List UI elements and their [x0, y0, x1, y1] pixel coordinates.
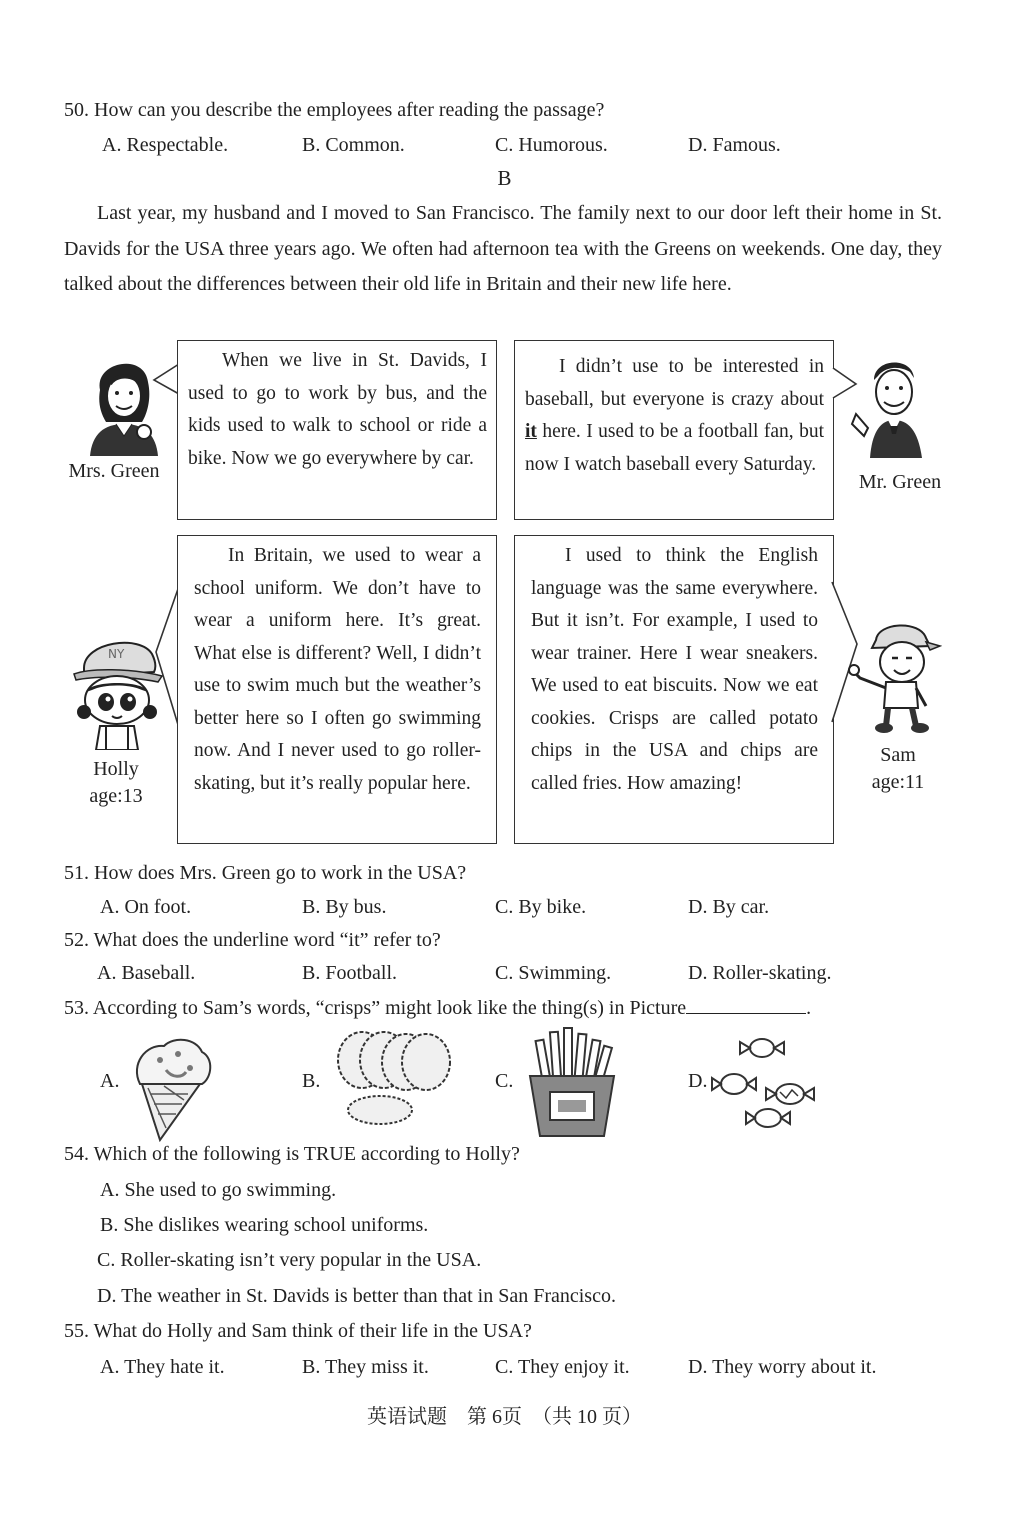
q53-stem-end: .: [806, 997, 812, 1019]
q51-option-c: C. By bike.: [495, 896, 587, 918]
candy-icon: [710, 1034, 820, 1134]
answer-blank: [686, 995, 806, 1014]
mr-green-speech-part1: I didn’t use to be interested in baseball, but everyone is crazy about: [525, 356, 824, 410]
underlined-word-it: it: [525, 421, 537, 442]
passage-text: Last year, my husband and I moved to San Francisco. The family next to our door left their home in St. Davids for the USA three years ago. We often had afternoon tea with the Greens on weekends. One day, they talked about the differences between their old life in Britain and their new life here.: [64, 202, 942, 295]
sam-name-label: Sam: [880, 744, 916, 766]
holly-age-label: age:13: [89, 785, 143, 807]
q54-option-a: A. She used to go swimming.: [100, 1179, 337, 1201]
question-53-stem: [64, 995, 811, 1020]
question-54-stem: 54. Which of the following is TRUE according to Holly?: [64, 1143, 520, 1165]
svg-text:NY: NY: [108, 647, 125, 661]
q53-option-b-label: B.: [302, 1070, 321, 1092]
mrs-green-label: Mrs. Green: [68, 460, 160, 482]
q52-option-c: C. Swimming.: [495, 962, 612, 984]
q50-option-b: B. Common.: [302, 134, 405, 156]
holly-speech-bubble: [177, 535, 497, 844]
mr-green-label: Mr. Green: [858, 471, 942, 493]
question-51-stem: 51. How does Mrs. Green go to work in the USA?: [64, 862, 467, 884]
sam-speech-bubble: [514, 535, 834, 844]
q50-option-a: A. Respectable.: [102, 134, 229, 156]
q50-option-d: D. Famous.: [688, 134, 781, 156]
ice-cream-icon: [130, 1034, 214, 1142]
mrs-green-speech: When we live in St. Davids, I used to go to work by bus, and the kids used to walk to school or ride a bike. Now we go everywhere by car.: [188, 350, 487, 469]
q55-option-b: B. They miss it.: [302, 1356, 429, 1378]
fries-icon: [526, 1026, 618, 1138]
mr-green-speech-part2: here. I used to be a football fan, but now I watch baseball every Saturday.: [525, 421, 824, 475]
q52-option-d: D. Roller-skating.: [688, 962, 832, 984]
q52-option-a: A. Baseball.: [97, 962, 196, 984]
boy-cartoon-icon: [846, 616, 942, 734]
mr-green-speech-bubble: [514, 340, 834, 520]
mrs-green-speech-bubble: [177, 340, 497, 520]
q50-option-c: C. Humorous.: [495, 134, 608, 156]
sam-age-label: age:11: [871, 771, 925, 793]
q55-option-d: D. They worry about it.: [688, 1356, 877, 1378]
q51-option-a: A. On foot.: [100, 896, 192, 918]
sam-speech: I used to think the English language was the same everywhere. But it isn’t. For example, I used to wear trainer. Here I wear sneakers. We used to eat biscuits. Now we eat cookies. Crisps are called potato chips in the USA and chips are called fries. How amazing!: [531, 545, 818, 794]
q53-stem-text: 53. According to Sam’s words, “crisps” might look like the thing(s) in Picture: [64, 997, 687, 1019]
question-50-stem: 50. How can you describe the employees after reading the passage?: [64, 99, 605, 121]
q53-option-c-label: C.: [495, 1070, 514, 1092]
section-label: B: [497, 166, 512, 190]
mr-green-speech: [525, 351, 824, 481]
q54-option-c: C. Roller-skating isn’t very popular in the USA.: [97, 1249, 482, 1271]
q54-option-b: B. She dislikes wearing school uniforms.: [100, 1214, 429, 1236]
q52-option-b: B. Football.: [302, 962, 398, 984]
q53-option-a-label: A.: [100, 1070, 120, 1092]
bubble-pointer: [152, 360, 180, 400]
q51-option-b: B. By bus.: [302, 896, 387, 918]
crisps-icon: [334, 1030, 454, 1130]
q51-option-d: D. By car.: [688, 896, 770, 918]
holly-speech: In Britain, we used to wear a school uniform. We don’t have to wear a uniform here. It’s great. What else is different? Well, I didn’t use to swim much but the weather’s better here so I often go swimming now. And I never used to go roller-skating, but it’s really popular here.: [194, 545, 481, 794]
holly-name-label: Holly: [93, 758, 139, 780]
page-footer: 英语试题 第 6页 （共 10 页）: [367, 1406, 642, 1428]
q55-option-c: C. They enjoy it.: [495, 1356, 630, 1378]
q53-option-d-label: D.: [688, 1070, 708, 1092]
man-cartoon-icon: [850, 354, 930, 458]
q54-option-d: D. The weather in St. Davids is better than that in San Francisco.: [97, 1285, 616, 1307]
question-52-stem: 52. What does the underline word “it” refer to?: [64, 929, 441, 951]
question-55-stem: 55. What do Holly and Sam think of their life in the USA?: [64, 1320, 532, 1342]
girl-cartoon-icon: [70, 628, 164, 750]
q55-option-a: A. They hate it.: [100, 1356, 225, 1378]
